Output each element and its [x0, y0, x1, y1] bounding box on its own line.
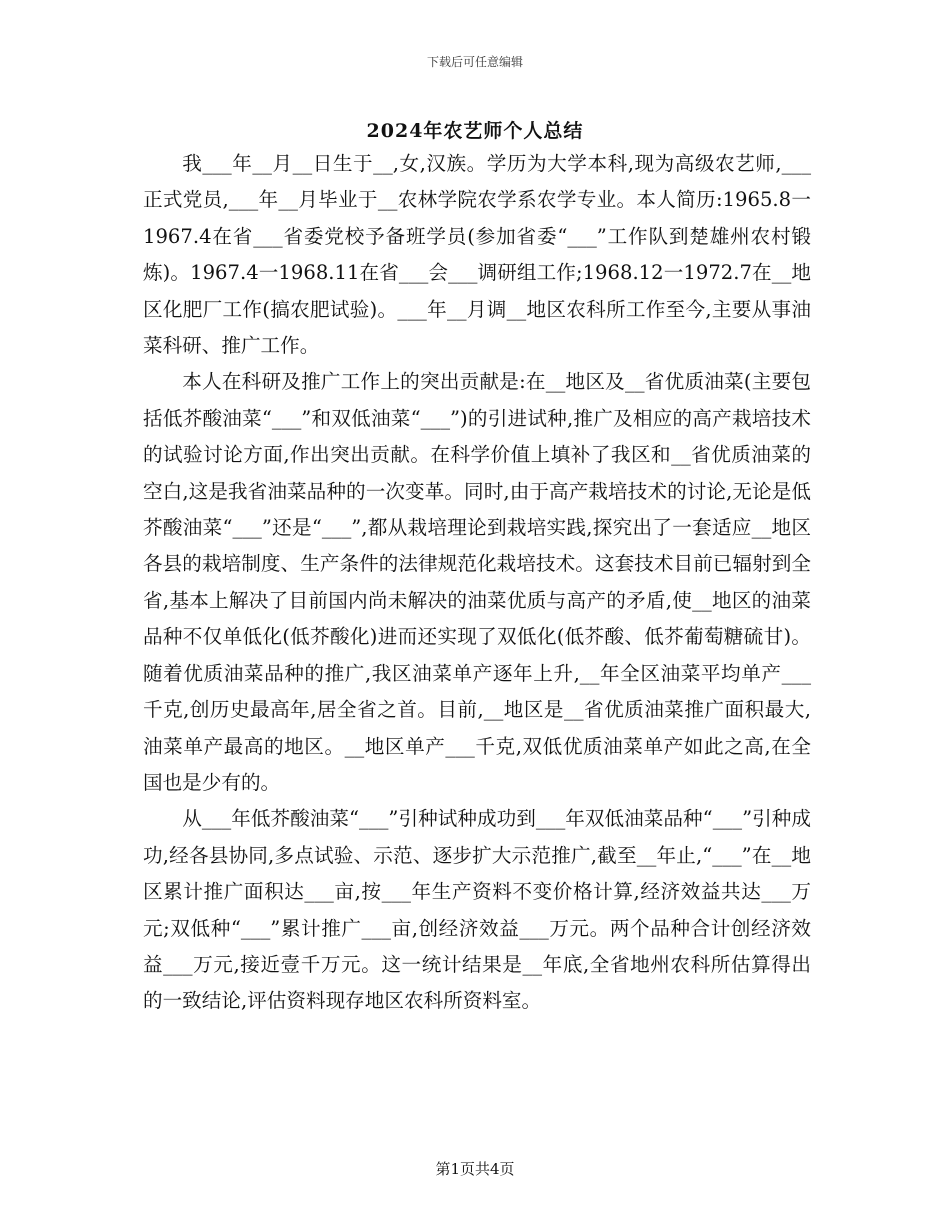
document-body — [143, 146, 811, 1020]
paragraph-1: 我___年__月__日生于__,女,汉族。学历为大学本科,现为高级农艺师,___正式党员,___年__月毕业于__农林学院农学系农学专业。本人简历:1965.8一1967.4在省___省委党校予备班学员(参加省委“___”工作队到楚雄州农村锻炼)。1967.4一1968.11在省___会___调研组工作;1968.12一1972.7在__地区化肥厂工作(搞农肥试验)。___年__月调__地区农科所工作至今,主要从事油菜科研、推广工作。 — [143, 152, 811, 358]
page-footer: 第1页共4页 — [435, 1160, 515, 1178]
paragraph-2: 本人在科研及推广工作上的突出贡献是:在__地区及__省优质油菜(主要包括低芥酸油菜“___”和双低油菜“___”)的引进试种,推广及相应的高产栽培技术的试验讨论方面,作出突出贡献。在科学价值上填补了我区和__省优质油菜的空白,这是我省油菜品种的一次变革。同时,由于高产栽培技术的讨论,无论是低芥酸油菜“___”还是“___”,都从栽培理论到栽培实践,探究出了一套适应__地区各县的栽培制度、生产条件的法律规范化栽培技术。这套技术目前已辐射到全省,基本上解决了目前国内尚未解决的油菜优质与高产的矛盾,使__地区的油菜品种不仅单低化(低芥酸化)进而还实现了双低化(低芥酸、低芥葡萄糖硫甘)。随着优质油菜品种的推广,我区油菜单产逐年上升,__年全区油菜平均单产___千克,创历史最高年,居全省之首。目前,__地区是__省优质油菜推广面积最大,油菜单产最高的地区。__地区单产___千克,双低优质油菜单产如此之高,在全国也是少有的。 — [143, 370, 811, 794]
page-header: 下载后可任意编辑 — [426, 55, 523, 69]
paragraph-3: 从___年低芥酸油菜“___”引种试种成功到___年双低油菜品种“___”引种成功,经各县协同,多点试验、示范、逐步扩大示范推广,截至__年止,“___”在__地区累计推广面积达___亩,按___年生产资料不变价格计算,经济效益共达___万元;双低种“___”累计推广___亩,创经济效益___万元。两个品种合计创经济效益___万元,接近壹千万元。这一统计结果是__年底,全省地州农科所估算得出的一致结论,评估资料现存地区农科所资料室。 — [143, 807, 811, 1013]
document-title: 2024年农艺师个人总结 — [366, 120, 584, 142]
